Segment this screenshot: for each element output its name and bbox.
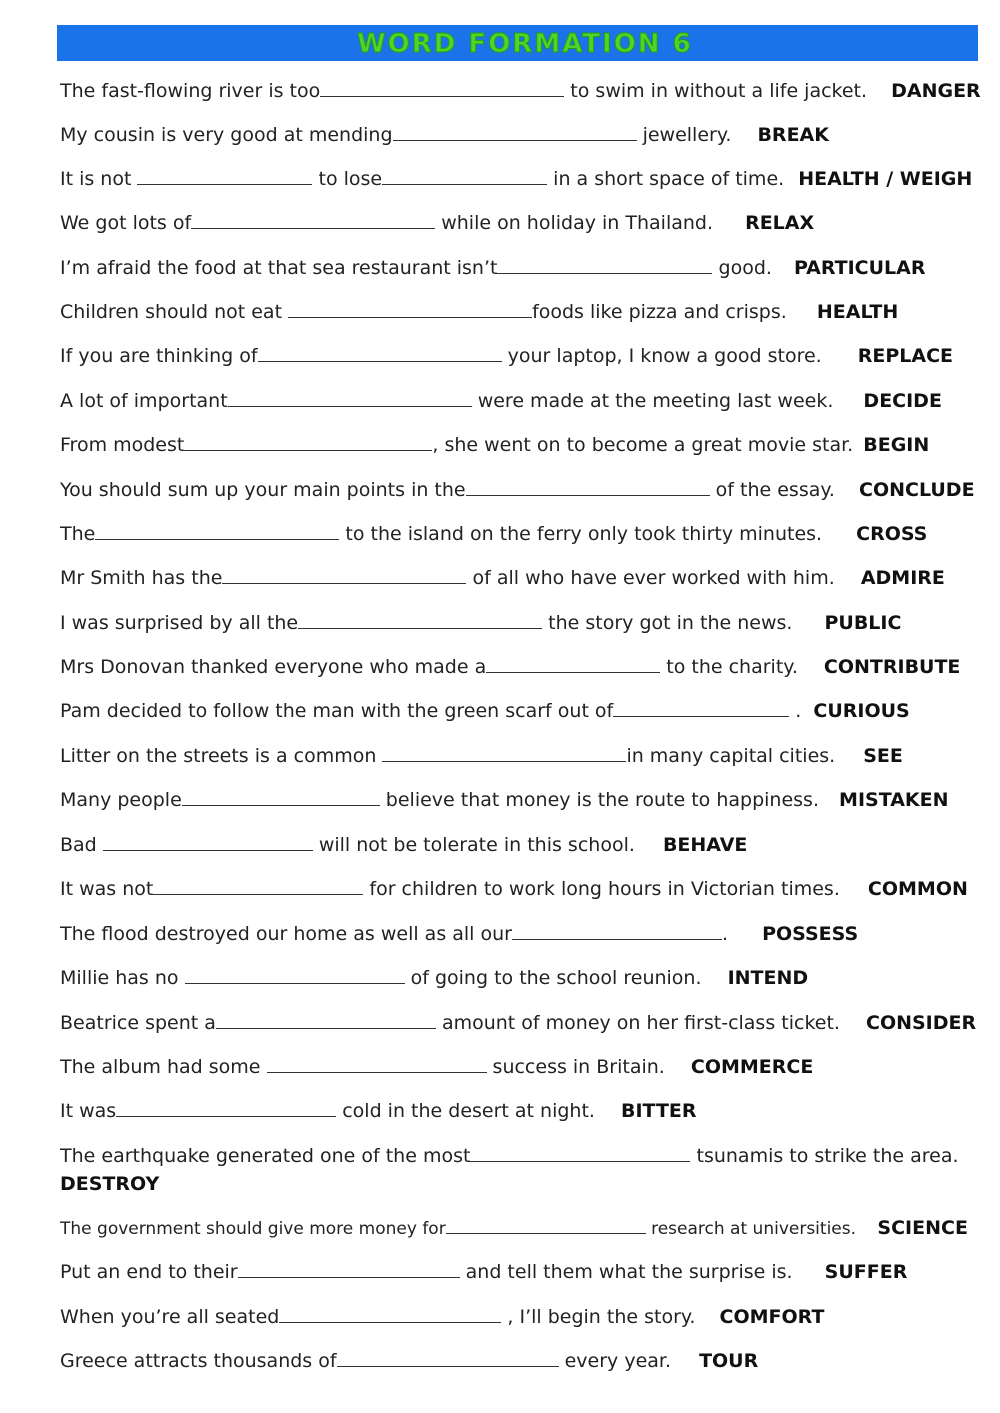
- sentence-start: Mrs Donovan thanked everyone who made a: [60, 656, 487, 678]
- answer-blank[interactable]: [258, 343, 502, 362]
- sentence-start: Pam decided to follow the man with the green scarf out of: [60, 700, 614, 722]
- sentence-end: your laptop, I know a good store.: [501, 345, 822, 367]
- sentence-start: Bad: [60, 834, 103, 856]
- answer-blank[interactable]: [288, 299, 532, 318]
- exercise-item: [60, 255, 925, 280]
- base-word: SCIENCE: [877, 1217, 968, 1239]
- sentence-middle: to lose: [312, 168, 383, 190]
- answer-blank[interactable]: [153, 876, 363, 895]
- exercise-item: [60, 388, 942, 413]
- exercise-item: [60, 698, 910, 723]
- exercise-item: [60, 1143, 959, 1168]
- exercise-item: [60, 921, 858, 946]
- base-word: COMMON: [867, 878, 968, 900]
- exercise-item-continued: [60, 1172, 159, 1196]
- answer-blank[interactable]: [191, 210, 435, 229]
- exercise-item: [60, 1348, 758, 1373]
- sentence-end: and tell them what the surprise is.: [459, 1261, 793, 1283]
- sentence-end: , I’ll begin the story.: [501, 1306, 696, 1328]
- base-word: HEALTH / WEIGH: [798, 168, 973, 190]
- answer-blank[interactable]: [267, 1054, 487, 1073]
- sentence-start: Many people: [60, 789, 182, 811]
- answer-blank[interactable]: [137, 166, 312, 185]
- exercise-item: [60, 521, 927, 546]
- sentence-end: .: [721, 923, 729, 945]
- answer-blank[interactable]: [393, 122, 637, 141]
- base-word: MISTAKEN: [839, 789, 949, 811]
- exercise-item: [60, 1054, 813, 1079]
- base-word: INTEND: [727, 967, 809, 989]
- exercise-item: [60, 565, 945, 590]
- sentence-start: Greece attracts thousands of: [60, 1350, 337, 1372]
- exercise-item: [60, 743, 903, 768]
- base-word: CONTRIBUTE: [823, 656, 961, 678]
- exercise-item: [60, 166, 972, 191]
- answer-blank[interactable]: [497, 255, 712, 274]
- exercise-item: [60, 1304, 824, 1329]
- sentence-end: to swim in without a life jacket.: [564, 80, 868, 102]
- sentence-start: Children should not eat: [60, 301, 289, 323]
- base-word: CROSS: [856, 523, 928, 545]
- sentence-start: If you are thinking of: [60, 345, 258, 367]
- title-bar: [57, 25, 978, 61]
- base-word: POSSESS: [762, 923, 859, 945]
- sentence-end: amount of money on her first-class ticket.: [435, 1012, 840, 1034]
- sentence-end: will not be tolerate in this school.: [312, 834, 635, 856]
- sentence-start: It is not: [60, 168, 138, 190]
- base-word: BREAK: [757, 124, 829, 146]
- answer-blank[interactable]: [382, 743, 626, 762]
- base-word: RELAX: [745, 212, 815, 234]
- sentence-end: good.: [712, 257, 772, 279]
- sentence-start: Put an end to their: [60, 1261, 238, 1283]
- sentence-end: of all who have ever worked with him.: [466, 567, 835, 589]
- sentence-end: success in Britain.: [486, 1056, 665, 1078]
- base-word: HEALTH: [816, 301, 899, 323]
- answer-blank[interactable]: [103, 832, 313, 851]
- exercise-item: [60, 965, 808, 990]
- answer-blank[interactable]: [228, 388, 472, 407]
- sentence-end: every year.: [558, 1350, 672, 1372]
- base-word: CURIOUS: [813, 700, 910, 722]
- answer-blank[interactable]: [279, 1304, 501, 1323]
- sentence-start: Millie has no: [60, 967, 185, 989]
- base-word: DESTROY: [60, 1173, 160, 1195]
- sentence-start: The flood destroyed our home as well as all our: [60, 923, 512, 945]
- sentence-end: for children to work long hours in Victorian times.: [363, 878, 840, 900]
- sentence-start: Mr Smith has the: [60, 567, 223, 589]
- sentence-end: in a short space of time.: [547, 168, 785, 190]
- sentence-end: were made at the meeting last week.: [471, 390, 834, 412]
- sentence-start: From modest: [60, 434, 185, 456]
- sentence-end: jewellery.: [636, 124, 732, 146]
- sentence-start: My cousin is very good at mending: [60, 124, 393, 146]
- base-word: TOUR: [699, 1350, 759, 1372]
- base-word: DECIDE: [863, 390, 942, 412]
- answer-blank[interactable]: [182, 787, 380, 806]
- answer-blank[interactable]: [184, 432, 432, 451]
- exercise-item: [60, 210, 814, 235]
- base-word: BITTER: [621, 1100, 697, 1122]
- sentence-end: the story got in the news.: [542, 612, 793, 634]
- sentence-end: research at universities.: [645, 1219, 857, 1239]
- answer-blank[interactable]: [320, 78, 564, 97]
- base-word: BEGIN: [863, 434, 930, 456]
- sentence-end: believe that money is the route to happiness.: [379, 789, 819, 811]
- exercise-item: [60, 477, 975, 502]
- base-word: SEE: [863, 745, 903, 767]
- sentence-end: to the island on the ferry only took thirty minutes.: [339, 523, 823, 545]
- exercise-item: [60, 1215, 968, 1241]
- base-word: CONCLUDE: [859, 479, 975, 501]
- sentence-start: The fast-flowing river is too: [60, 80, 321, 102]
- sentence-end: to the charity.: [660, 656, 798, 678]
- sentence-start: Beatrice spent a: [60, 1012, 216, 1034]
- answer-blank[interactable]: [95, 521, 339, 540]
- exercise-item: [60, 299, 898, 324]
- answer-blank[interactable]: [382, 166, 547, 185]
- sentence-end: .: [789, 700, 802, 722]
- sentence-start: The album had some: [60, 1056, 267, 1078]
- answer-blank[interactable]: [512, 921, 722, 940]
- sentence-end: while on holiday in Thailand.: [435, 212, 714, 234]
- answer-blank[interactable]: [613, 698, 789, 717]
- sentence-start: You should sum up your main points in the: [60, 479, 466, 501]
- answer-blank[interactable]: [185, 965, 405, 984]
- base-word: COMMERCE: [690, 1056, 814, 1078]
- base-word: REPLACE: [857, 345, 954, 367]
- exercise-item: [60, 832, 747, 857]
- sentence-end: of going to the school reunion.: [404, 967, 702, 989]
- sentence-start: The government should give more money for: [60, 1219, 446, 1239]
- base-word: PARTICULAR: [793, 257, 926, 279]
- exercise-item: [60, 122, 829, 147]
- exercise-item: [60, 610, 901, 635]
- answer-blank[interactable]: [222, 565, 466, 584]
- sentence-end: in many capital cities.: [626, 745, 836, 767]
- base-word: BEHAVE: [662, 834, 748, 856]
- sentence-start: A lot of important: [60, 390, 228, 412]
- sentence-end: foods like pizza and crisps.: [532, 301, 787, 323]
- base-word: COMFORT: [719, 1306, 825, 1328]
- answer-blank[interactable]: [337, 1348, 559, 1367]
- answer-blank[interactable]: [446, 1215, 646, 1234]
- sentence-start: It was not: [60, 878, 154, 900]
- sentence-start: The: [60, 523, 96, 545]
- answer-blank[interactable]: [298, 610, 542, 629]
- exercise-item: [60, 1098, 697, 1123]
- answer-blank[interactable]: [470, 1143, 690, 1162]
- sentence-start: The earthquake generated one of the most: [60, 1145, 471, 1167]
- exercise-item: [60, 876, 968, 901]
- base-word: SUFFER: [824, 1261, 908, 1283]
- answer-blank[interactable]: [466, 477, 710, 496]
- answer-blank[interactable]: [238, 1259, 460, 1278]
- sentence-start: I’m afraid the food at that sea restaurant isn’t: [60, 257, 498, 279]
- answer-blank[interactable]: [216, 1010, 436, 1029]
- exercise-item: [60, 1259, 907, 1284]
- base-word: ADMIRE: [860, 567, 945, 589]
- worksheet-title: WORD FORMATION 6: [357, 29, 693, 59]
- exercise-item: [60, 654, 960, 679]
- sentence-end: cold in the desert at night.: [336, 1100, 595, 1122]
- sentence-start: I was surprised by all the: [60, 612, 299, 634]
- base-word: DANGER: [891, 80, 981, 102]
- exercise-item: [60, 343, 953, 368]
- sentence-end: of the essay.: [709, 479, 835, 501]
- sentence-start: We got lots of: [60, 212, 192, 234]
- exercise-item: [60, 1010, 976, 1035]
- base-word: PUBLIC: [824, 612, 902, 634]
- sentence-end: tsunamis to strike the area.: [690, 1145, 959, 1167]
- sentence-start: It was: [60, 1100, 117, 1122]
- answer-blank[interactable]: [486, 654, 660, 673]
- base-word: CONSIDER: [866, 1012, 977, 1034]
- exercise-item: [60, 432, 929, 457]
- sentence-start: When you’re all seated: [60, 1306, 280, 1328]
- exercise-item: [60, 787, 949, 812]
- answer-blank[interactable]: [116, 1098, 336, 1117]
- exercise-item: [60, 78, 981, 103]
- sentence-end: , she went on to become a great movie star.: [432, 434, 854, 456]
- sentence-start: Litter on the streets is a common: [60, 745, 383, 767]
